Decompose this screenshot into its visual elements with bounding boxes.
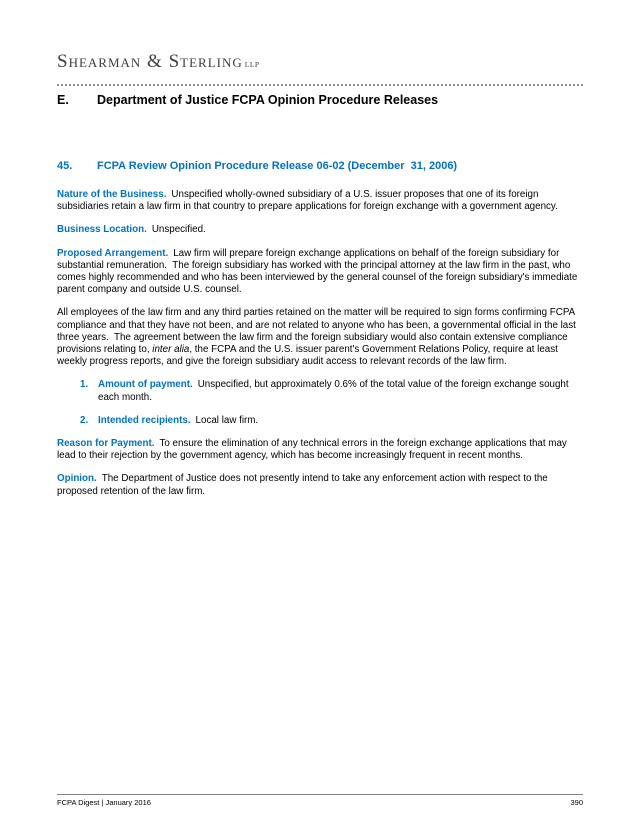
list-item-label: Amount of payment. xyxy=(98,379,193,391)
paragraph-label: Opinion. xyxy=(57,473,97,485)
firm-logo xyxy=(57,0,583,71)
paragraph-opinion xyxy=(57,473,583,497)
paragraph-text: The Department of Justice does not presently intend to take any enforcement action with respect to the proposed retention of the law firm. xyxy=(57,473,551,497)
header-divider xyxy=(57,84,583,86)
release-title: FCPA Review Opinion Procedure Release 06-02 (December 31, 2006) xyxy=(97,160,458,172)
page-footer xyxy=(57,794,583,807)
paragraph-text: Unspecified. xyxy=(151,224,206,236)
paragraph-text: , the FCPA and the U.S. issuer parent's Government Relations Policy, require at least weekly progress reports, and give the foreign subsidiary audit access to relevant records of the law firm. xyxy=(57,344,561,368)
paragraph-reason-for-payment xyxy=(57,438,583,462)
list-item-text: Unspecified, but approximately 0.6% of the total value of the foreign exchange sought each month. xyxy=(98,379,572,403)
paragraph-text: Law firm will prepare foreign exchange applications on behalf of the foreign subsidiary for substantial remuneration. The foreign subsidiary has worked with the principal attorney at the law firm in the past, who comes highly recommended and who has been interviewed by the general counsel of the foreign subsidiary's immediate parent company and outside U.S. counsel. xyxy=(57,247,581,296)
paragraph-text: Unspecified wholly-owned subsidiary of a U.S. issuer proposes that one of its foreign subsidiaries retain a law firm in that country to prepare applications for foreign exchange with a government agency. xyxy=(57,189,558,213)
firm-logo-suffix: LLP xyxy=(244,60,260,69)
footer-page-number: 390 xyxy=(570,798,583,807)
section-heading xyxy=(57,93,583,108)
paragraph-compliance xyxy=(57,307,583,368)
paragraph-business-location xyxy=(57,224,583,236)
paragraph-label: Business Location. xyxy=(57,224,147,236)
list-item-text: Local law firm. xyxy=(195,414,259,426)
section-number: E. xyxy=(57,93,69,107)
paragraph-label: Reason for Payment. xyxy=(57,438,155,450)
firm-logo-text: Shearman & Sterling xyxy=(57,51,243,72)
release-number: 45. xyxy=(57,160,73,172)
list-item-amount-of-payment xyxy=(57,379,583,403)
paragraph-nature-of-business xyxy=(57,189,583,213)
list-item-intended-recipients xyxy=(57,415,583,427)
release-heading xyxy=(57,160,583,173)
page-content xyxy=(57,0,583,498)
paragraph-label: Proposed Arrangement. xyxy=(57,247,169,259)
paragraph-proposed-arrangement xyxy=(57,248,583,297)
paragraph-text: To ensure the elimination of any technical errors in the foreign exchange applications that may lead to their rejection by the government agency, which has become increasingly frequent in recent months. xyxy=(57,438,570,462)
list-item-number: 1. xyxy=(80,379,89,391)
paragraph-text: All employees of the law firm and any third parties retained on the matter will be required to sign forms confirming FCPA compliance and that they have not been, and are not related to anyone who has been, a governmental official in the last three years. The agreement between the law firm and the foreign subsidiary would also contain extensive compliance provisions relating to, xyxy=(57,307,579,356)
footer-document-title: FCPA Digest | January 2016 xyxy=(57,798,151,807)
italic-latin-phrase: inter alia xyxy=(152,344,190,356)
paragraph-label: Nature of the Business. xyxy=(57,189,167,200)
list-item-number: 2. xyxy=(80,414,89,426)
list-item-label: Intended recipients. xyxy=(98,414,191,426)
numbered-list xyxy=(57,379,583,427)
section-title: Department of Justice FCPA Opinion Procedure Releases xyxy=(97,93,439,107)
